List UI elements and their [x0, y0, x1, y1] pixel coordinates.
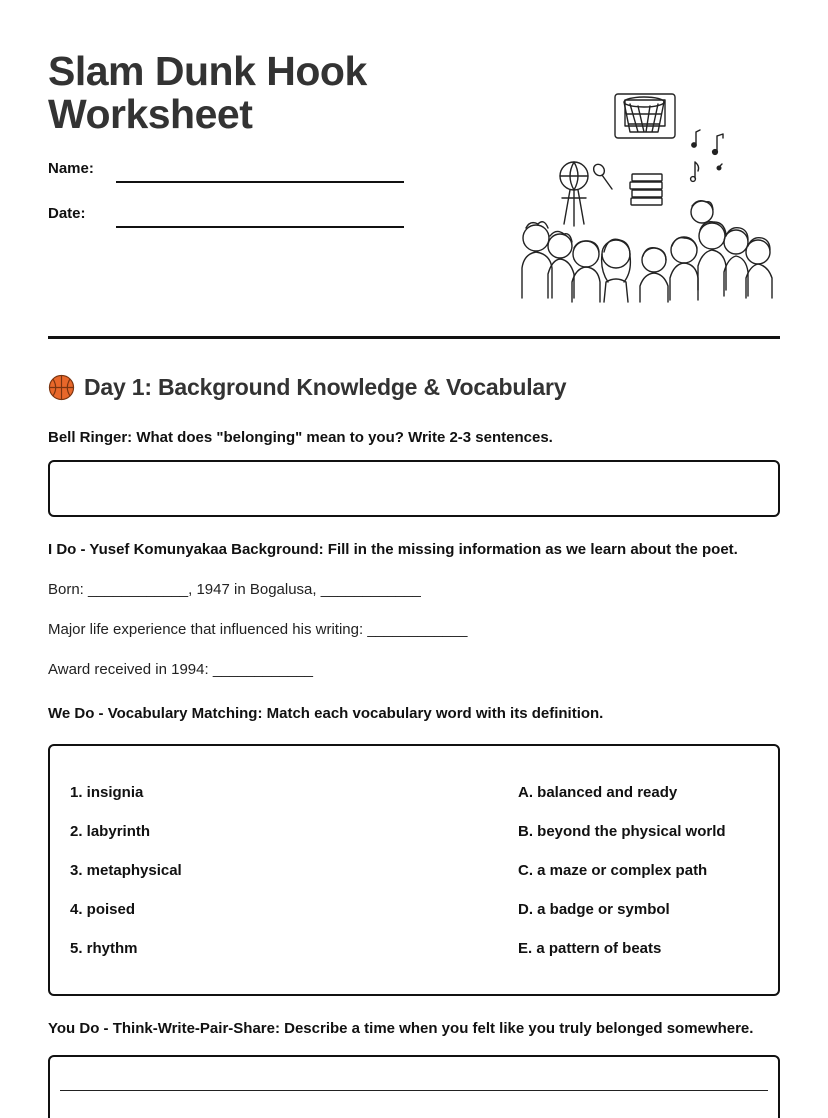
award-fill-in: Award received in 1994: ____________: [48, 661, 313, 678]
day1-heading-text: Day 1: Background Knowledge & Vocabulary: [84, 374, 567, 400]
you-do-answer-box[interactable]: [48, 1055, 780, 1118]
worksheet-title: [48, 50, 367, 136]
day1-heading: [48, 374, 566, 401]
vocab-definition: B. beyond the physical world: [518, 823, 726, 840]
vocab-word: 1. insignia: [70, 784, 144, 801]
we-do-prompt: We Do - Vocabulary Matching: Match each vocabulary word with its definition.: [48, 705, 604, 722]
answer-write-line[interactable]: [60, 1090, 768, 1091]
bell-ringer-prompt: Bell Ringer: What does "belonging" mean to you? Write 2-3 sentences.: [48, 429, 553, 446]
basketball-icon: [48, 374, 75, 401]
basketball-stand-icon: [560, 162, 588, 226]
vocab-definition: D. a badge or symbol: [518, 901, 670, 918]
name-label: Name:: [48, 160, 94, 177]
books-stack-icon: [630, 174, 662, 205]
students-basketball-hoop-illustration: [512, 86, 780, 308]
section-divider: [48, 336, 780, 339]
i-do-prompt: I Do - Yusef Komunyakaa Background: Fill in the missing information as we learn about the poet.: [48, 541, 738, 558]
you-do-prompt: You Do - Think-Write-Pair-Share: Describe a time when you felt like you truly belonged somewhere.: [48, 1020, 754, 1037]
experience-fill-in: Major life experience that influenced his writing: ____________: [48, 621, 468, 638]
vocab-word: 2. labyrinth: [70, 823, 151, 840]
name-field[interactable]: [116, 181, 404, 183]
title-line-1: Slam Dunk Hook: [48, 48, 367, 94]
vocab-word: 5. rhythm: [70, 940, 138, 957]
date-field[interactable]: [116, 226, 404, 228]
born-fill-in: Born: ____________, 1947 in Bogalusa, ____________: [48, 581, 421, 598]
date-label: Date:: [48, 205, 86, 222]
vocab-definition: E. a pattern of beats: [518, 940, 662, 957]
microphone-icon: [591, 162, 612, 189]
students-group: [522, 201, 772, 302]
vocab-definition: C. a maze or complex path: [518, 862, 708, 879]
bell-ringer-answer-box[interactable]: [48, 460, 780, 517]
title-line-2: Worksheet: [48, 91, 253, 137]
vocab-word: 3. metaphysical: [70, 862, 182, 879]
vocab-definition: A. balanced and ready: [518, 784, 678, 801]
music-notes-icon: [691, 130, 723, 181]
backboard-square: [625, 100, 665, 126]
vocab-word: 4. poised: [70, 901, 136, 918]
